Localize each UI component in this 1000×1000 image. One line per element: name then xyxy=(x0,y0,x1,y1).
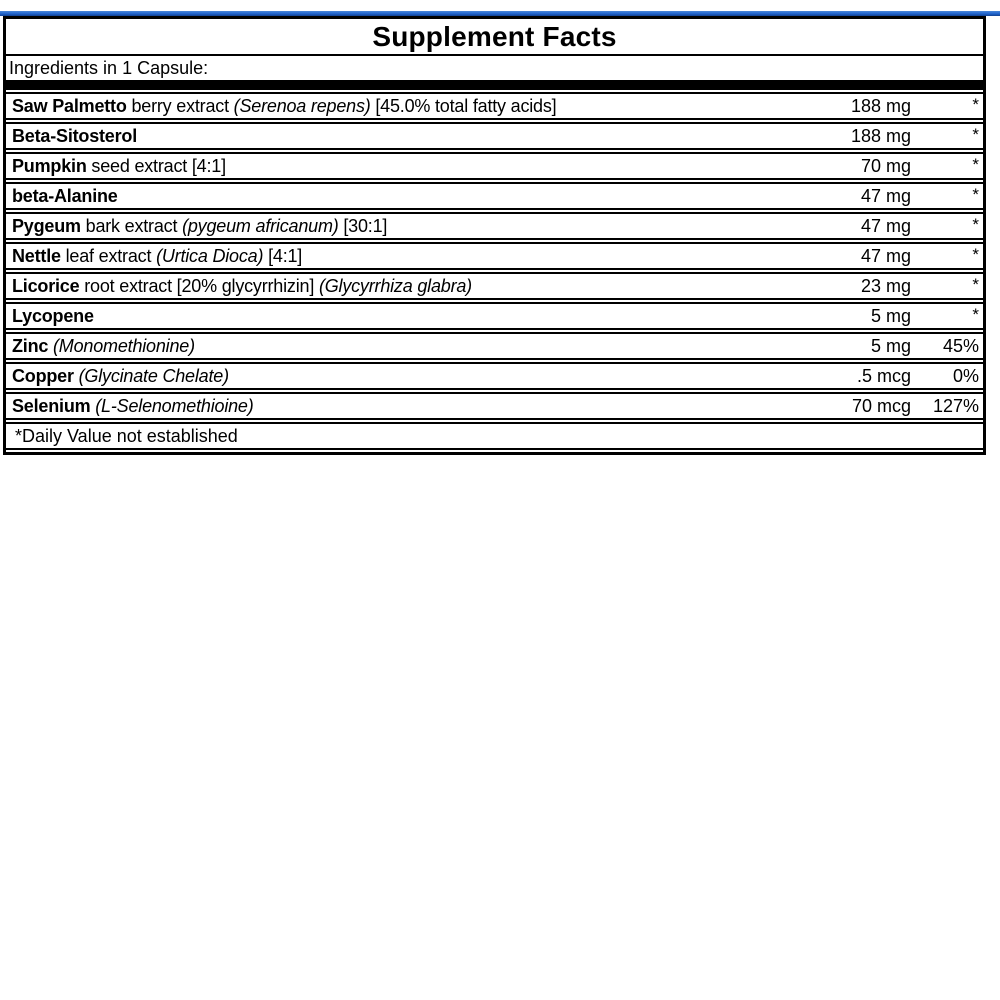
ingredient-name: Nettle leaf extract (Urtica Dioca) [4:1] xyxy=(12,246,303,266)
ingredient-row xyxy=(6,92,983,120)
amount-cell: 23 mg xyxy=(860,276,911,296)
amount-cell: 5 mg xyxy=(870,336,911,356)
label-title: Supplement Facts xyxy=(6,19,983,56)
ingredient-name: Licorice root extract [20% glycyrrhizin] (Glycyrrhiza glabra) xyxy=(12,276,472,296)
daily-value-cell: * xyxy=(972,245,979,264)
amount-cell: .5 mcg xyxy=(856,366,911,386)
daily-value-cell: 45% xyxy=(942,336,979,356)
amount-cell: 70 mg xyxy=(860,156,911,176)
amount-cell: 47 mg xyxy=(860,186,911,206)
ingredient-name: Beta-Sitosterol xyxy=(12,126,138,146)
ingredient-name: Selenium (L-Selenomethioine) xyxy=(12,396,254,416)
ingredient-name: Pumpkin seed extract [4:1] xyxy=(12,156,226,176)
amount-cell: 5 mg xyxy=(870,306,911,326)
thick-separator-bar xyxy=(6,80,983,90)
daily-value-cell: * xyxy=(972,305,979,324)
daily-value-footnote: *Daily Value not established xyxy=(6,422,983,450)
ingredient-name: Saw Palmetto berry extract (Serenoa repens) [45.0% total fatty acids] xyxy=(12,96,557,116)
amount-cell: 47 mg xyxy=(860,216,911,236)
daily-value-cell: * xyxy=(972,215,979,234)
daily-value-cell: * xyxy=(972,95,979,114)
ingredient-row xyxy=(6,242,983,270)
ingredient-row xyxy=(6,362,983,390)
ingredient-row xyxy=(6,392,983,420)
ingredient-rows xyxy=(6,92,983,420)
ingredient-name: Copper (Glycinate Chelate) xyxy=(12,366,229,386)
ingredient-row xyxy=(6,302,983,330)
ingredient-row xyxy=(6,122,983,150)
supplement-facts-label xyxy=(3,16,986,455)
ingredient-row xyxy=(6,182,983,210)
ingredient-row xyxy=(6,212,983,240)
amount-cell: 47 mg xyxy=(860,246,911,266)
amount-cell: 70 mcg xyxy=(851,396,911,416)
ingredient-name: Pygeum bark extract (pygeum africanum) [30:1] xyxy=(12,216,388,236)
ingredient-name: Zinc (Monomethionine) xyxy=(12,336,195,356)
serving-size-line: Ingredients in 1 Capsule: xyxy=(9,58,209,78)
ingredient-name: Lycopene xyxy=(12,306,94,326)
ingredient-row xyxy=(6,272,983,300)
daily-value-cell: 0% xyxy=(952,366,979,386)
amount-cell: 188 mg xyxy=(850,96,911,116)
ingredient-name: beta-Alanine xyxy=(12,186,118,206)
daily-value-cell: * xyxy=(972,275,979,294)
amount-cell: 188 mg xyxy=(850,126,911,146)
ingredient-row xyxy=(6,332,983,360)
ingredient-row xyxy=(6,152,983,180)
daily-value-cell: * xyxy=(972,155,979,174)
daily-value-cell: * xyxy=(972,185,979,204)
daily-value-cell: 127% xyxy=(932,396,979,416)
daily-value-cell: * xyxy=(972,125,979,144)
